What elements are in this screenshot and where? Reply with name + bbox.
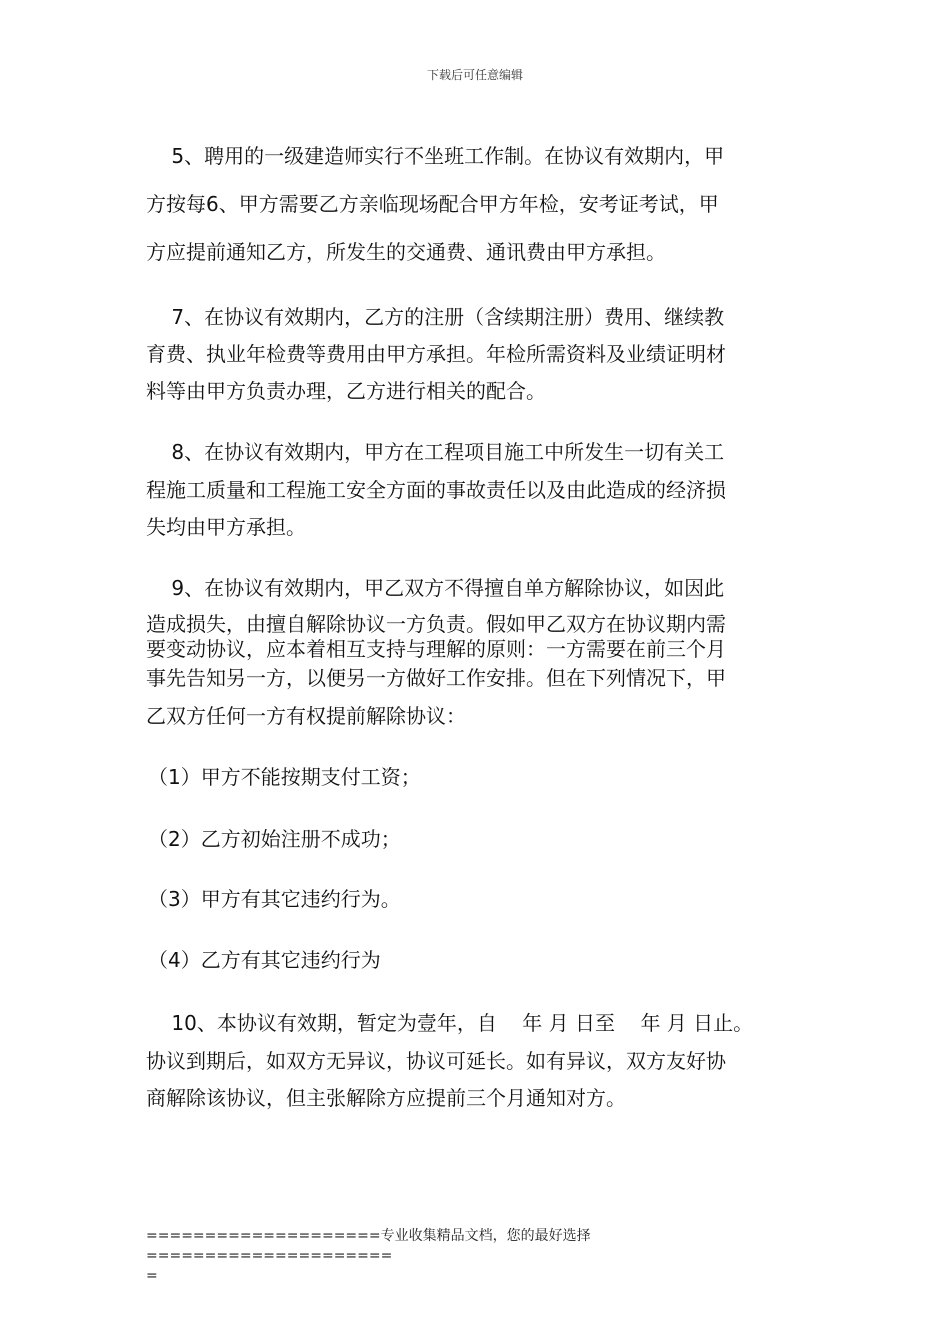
page-footer: [146, 1226, 816, 1286]
list-item: （1）甲方不能按期支付工资；: [148, 765, 421, 789]
paragraph-line: 8、在协议有效期内，甲方在工程项目施工中所发生一切有关工: [146, 440, 725, 464]
paragraph-line: 10、本协议有效期，暂定为壹年，自 年 月 日至 年 月 日止。: [146, 1011, 754, 1035]
footer-line: ====================专业收集精品文档，您的最好选择=====================: [146, 1228, 591, 1264]
footer-line: =: [146, 1268, 158, 1284]
paragraph-line: 失均由甲方承担。: [146, 515, 306, 539]
paragraph-line: 方按每6、甲方需要乙方亲临现场配合甲方年检，安考证考试，甲: [146, 192, 719, 216]
list-item: （4）乙方有其它违约行为: [148, 948, 381, 972]
paragraph-line: 造成损失，由擅自解除协议一方负责。假如甲乙双方在协议期内需: [146, 612, 726, 636]
paragraph-line: 育费、执业年检费等费用由甲方承担。年检所需资料及业绩证明材: [146, 342, 726, 366]
list-item: （2）乙方初始注册不成功；: [148, 827, 401, 851]
paragraph-line: 5、聘用的一级建造师实行不坐班工作制。在协议有效期内，甲: [146, 144, 725, 168]
paragraph-line: 事先告知另一方，以便另一方做好工作安排。但在下列情况下，甲: [146, 666, 726, 690]
paragraph-line: 9、在协议有效期内，甲乙双方不得擅自单方解除协议，如因此: [146, 576, 725, 600]
paragraph-line: 方应提前通知乙方，所发生的交通费、通讯费由甲方承担。: [146, 240, 666, 264]
paragraph-line: 商解除该协议，但主张解除方应提前三个月通知对方。: [146, 1086, 626, 1110]
paragraph-line: 乙双方任何一方有权提前解除协议：: [146, 704, 466, 728]
paragraph-line: 料等由甲方负责办理，乙方进行相关的配合。: [146, 379, 546, 403]
paragraph-line: 要变动协议，应本着相互支持与理解的原则：一方需要在前三个月: [146, 637, 726, 661]
paragraph-line: 程施工质量和工程施工安全方面的事故责任以及由此造成的经济损: [146, 478, 726, 502]
page-header: 下载后可任意编辑: [426, 68, 523, 82]
paragraph-line: 协议到期后，如双方无异议，协议可延长。如有异议，双方友好协: [146, 1049, 726, 1073]
paragraph-line: 7、在协议有效期内，乙方的注册（含续期注册）费用、继续教: [146, 305, 725, 329]
list-item: （3）甲方有其它违约行为。: [148, 887, 401, 911]
